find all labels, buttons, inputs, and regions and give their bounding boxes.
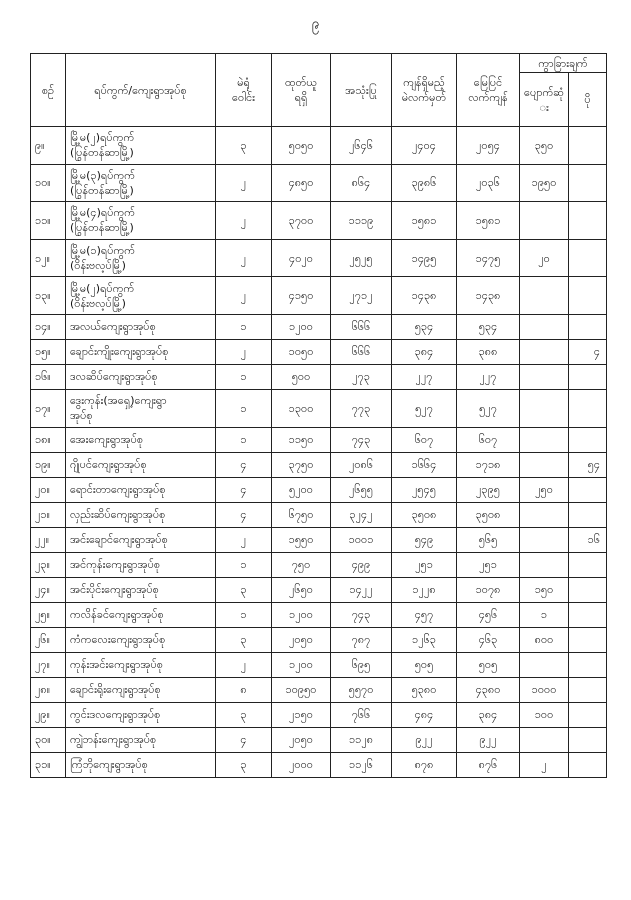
row-number: ၃၁။	[31, 752, 66, 777]
row-used: ၁၄၂၂	[331, 577, 392, 602]
row-missing	[520, 552, 569, 577]
table-row	[31, 452, 607, 477]
row-missing	[520, 339, 569, 364]
header-polling-stations: မဲရုံ ဝေါင်း	[216, 54, 272, 127]
row-used: ၁၁၁၉	[331, 202, 392, 240]
row-remaining: ၄၈၄	[392, 702, 457, 727]
row-polling-stations: ၈	[216, 677, 272, 702]
row-missing: ၂၀	[520, 239, 569, 277]
row-ground-balance: ၅၂၇	[457, 389, 520, 427]
table-header	[31, 54, 607, 127]
row-name: အင်းပိုင်းကျေးရွာအုပ်စု	[66, 577, 216, 602]
row-extra	[569, 702, 607, 727]
row-remaining: ၅၃၄	[392, 314, 457, 339]
row-missing: ၁၀၀	[520, 702, 569, 727]
header-difference: ကွာခြားချက်	[520, 54, 607, 73]
row-extra	[569, 164, 607, 202]
table-row	[31, 702, 607, 727]
row-polling-stations: ၁	[216, 552, 272, 577]
row-remaining: ၅၃၈၀	[392, 677, 457, 702]
table-row	[31, 339, 607, 364]
row-missing	[520, 527, 569, 552]
header-used: အသုံးပြု	[331, 54, 392, 127]
row-used: ၇၈၇	[331, 627, 392, 652]
row-extra: ၅၄	[569, 452, 607, 477]
row-polling-stations: ၂	[216, 202, 272, 240]
row-received: ၁၀၅၀	[272, 339, 331, 364]
row-used: ၆၉၅	[331, 652, 392, 677]
row-number: ၁၂။	[31, 239, 66, 277]
row-extra	[569, 239, 607, 277]
row-missing	[520, 277, 569, 315]
row-missing: ၃၅၀	[520, 127, 569, 165]
row-remaining: ၃၅၀၈	[392, 502, 457, 527]
row-received: ၅၂၀၀	[272, 477, 331, 502]
row-number: ၂၆။	[31, 627, 66, 652]
row-ground-balance: ၁၄၇၅	[457, 239, 520, 277]
row-received: ၂၀၅၀	[272, 627, 331, 652]
row-received: ၇၅၀	[272, 552, 331, 577]
row-polling-stations: ၁	[216, 364, 272, 389]
row-ground-balance: ၁၅၈၁	[457, 202, 520, 240]
row-used: ၃၂၄၂	[331, 502, 392, 527]
row-used: ၆၆၆	[331, 314, 392, 339]
row-used: ၄၉၉	[331, 552, 392, 577]
row-number: ၂၈။	[31, 677, 66, 702]
row-ground-balance: ၁၇၁၈	[457, 452, 520, 477]
row-number: ၂၉။	[31, 702, 66, 727]
row-received: ၂၆၅၀	[272, 577, 331, 602]
row-received: ၁၀၉၅၀	[272, 677, 331, 702]
table-row	[31, 427, 607, 452]
row-used: ၂၇၁၂	[331, 277, 392, 315]
table-row	[31, 577, 607, 602]
row-missing	[520, 202, 569, 240]
header-received: ထုတ်ယူ ရရှိ	[272, 54, 331, 127]
row-missing	[520, 452, 569, 477]
row-name: အလယ်ကျေးရွာအုပ်စု	[66, 314, 216, 339]
row-remaining: ၁၂၆၃	[392, 627, 457, 652]
row-remaining: ၂၄၀၄	[392, 127, 457, 165]
row-missing	[520, 389, 569, 427]
row-ground-balance: ၅၆၅	[457, 527, 520, 552]
row-remaining: ၃၉၈၆	[392, 164, 457, 202]
header-ground-balance: မြေပြင် လက်ကျန်	[457, 54, 520, 127]
row-missing: ၁၅၀	[520, 577, 569, 602]
row-name: အင်းချောင်ကျေးရွာအုပ်စု	[66, 527, 216, 552]
row-extra	[569, 427, 607, 452]
row-name: အင်ကုန်းကျေးရွာအုပ်စု	[66, 552, 216, 577]
row-received: ၁၂၀၀	[272, 314, 331, 339]
row-extra	[569, 652, 607, 677]
row-ground-balance: ၁၄၃၈	[457, 277, 520, 315]
header-difference-extra: ပို	[569, 73, 607, 127]
row-remaining: ၉၂၂	[392, 727, 457, 752]
row-number: ၁၃။	[31, 277, 66, 315]
row-number: ၁၇။	[31, 389, 66, 427]
row-missing: ၂၅၀	[520, 477, 569, 502]
ballot-table	[30, 53, 607, 778]
row-number: ၁၅။	[31, 339, 66, 364]
row-received: ၁၂၀၀	[272, 602, 331, 627]
row-used: ၇၇၃	[331, 389, 392, 427]
row-ground-balance: ၃၅၀၈	[457, 502, 520, 527]
row-number: ၉။	[31, 127, 66, 165]
row-received: ၁၅၅၀	[272, 527, 331, 552]
row-used: ၂၇၃	[331, 364, 392, 389]
row-polling-stations: ၄	[216, 727, 272, 752]
row-missing: ၁၉၅၀	[520, 164, 569, 202]
row-polling-stations: ၂	[216, 239, 272, 277]
row-extra	[569, 364, 607, 389]
table-row	[31, 164, 607, 202]
row-missing	[520, 727, 569, 752]
row-extra: ၁၆	[569, 527, 607, 552]
row-name: မြို့မ(၃)ရပ်ကွက် (ပြွန်တန်ဆာမြို့)	[66, 164, 216, 202]
row-missing: ၂	[520, 752, 569, 777]
row-ground-balance: ၄၃၈၀	[457, 677, 520, 702]
row-ground-balance: ၉၂၂	[457, 727, 520, 752]
row-polling-stations: ၁	[216, 314, 272, 339]
row-polling-stations: ၃	[216, 627, 272, 652]
row-ground-balance: ၈၇၆	[457, 752, 520, 777]
row-remaining: ၃၈၄	[392, 339, 457, 364]
row-number: ၁၀။	[31, 164, 66, 202]
row-ground-balance: ၂၃၉၅	[457, 477, 520, 502]
table-row	[31, 602, 607, 627]
table-body	[31, 127, 607, 778]
row-used: ၈၆၄	[331, 164, 392, 202]
row-received: ၁၁၅၀	[272, 427, 331, 452]
header-name: ရပ်ကွက်/ကျေးရွာအုပ်စု	[66, 54, 216, 127]
table-row	[31, 239, 607, 277]
row-missing	[520, 314, 569, 339]
row-remaining: ၁၂၂၈	[392, 577, 457, 602]
row-extra	[569, 277, 607, 315]
row-number: ၃၀။	[31, 727, 66, 752]
row-number: ၁၁။	[31, 202, 66, 240]
row-received: ၃၇၀၀	[272, 202, 331, 240]
row-remaining: ၄၅၇	[392, 602, 457, 627]
row-received: ၆၇၅၀	[272, 502, 331, 527]
row-ground-balance: ၄၅၆	[457, 602, 520, 627]
row-extra	[569, 552, 607, 577]
row-extra	[569, 314, 607, 339]
row-used: ၇၆၆	[331, 702, 392, 727]
row-polling-stations: ၃	[216, 702, 272, 727]
row-name: မြို့မ(၁)ရပ်ကွက် (ဝိန်းဗလ့ပ်မြို့)	[66, 239, 216, 277]
row-ground-balance: ၂၀၃၆	[457, 164, 520, 202]
row-remaining: ၂၂၇	[392, 364, 457, 389]
row-received: ၂၀၀၀	[272, 752, 331, 777]
row-extra	[569, 627, 607, 652]
row-received: ၁၃၀၀	[272, 389, 331, 427]
row-extra	[569, 727, 607, 752]
row-ground-balance: ၂၂၇	[457, 364, 520, 389]
row-number: ၂၃။	[31, 552, 66, 577]
row-polling-stations: ၁	[216, 389, 272, 427]
row-polling-stations: ၃	[216, 752, 272, 777]
table-row	[31, 552, 607, 577]
row-name: ကွင်းဒလကျေးရွာအုပ်စု	[66, 702, 216, 727]
row-used: ၂၆၅၅	[331, 477, 392, 502]
table-row	[31, 389, 607, 427]
table-row	[31, 652, 607, 677]
row-extra	[569, 752, 607, 777]
row-used: ၂၀၈၆	[331, 452, 392, 477]
header-difference-missing: ပျောက်ဆုံ း	[520, 73, 569, 127]
header-remaining: ကျန်ရှိမည့် မဲလက်မှတ်	[392, 54, 457, 127]
row-name: မြို့မ(၄)ရပ်ကွက် (ပြွန်တန်ဆာမြို့)	[66, 202, 216, 240]
row-name: လှည်းဆိပ်ကျေးရွာအုပ်စု	[66, 502, 216, 527]
row-polling-stations: ၂	[216, 339, 272, 364]
row-name: ဒွေးကုန်း(အရှေ့)ကျေးရွာ အုပ်စု	[66, 389, 216, 427]
row-name: ချောင်းရိုးကျေးရွာအုပ်စု	[66, 677, 216, 702]
row-polling-stations: ၄	[216, 477, 272, 502]
table-row	[31, 477, 607, 502]
row-ground-balance: ၄၆၃	[457, 627, 520, 652]
row-name: ကံကလေးကျေးရွာအုပ်စု	[66, 627, 216, 652]
row-name: ရောင်းတာကျေးရွာအုပ်စု	[66, 477, 216, 502]
row-ground-balance: ၅၀၅	[457, 652, 520, 677]
row-remaining: ၆၀၇	[392, 427, 457, 452]
row-ground-balance: ၂၀၅၄	[457, 127, 520, 165]
row-ground-balance: ၆၀၇	[457, 427, 520, 452]
row-remaining: ၁၆၆၄	[392, 452, 457, 477]
table-row	[31, 727, 607, 752]
row-number: ၂၅။	[31, 602, 66, 627]
row-polling-stations: ၂	[216, 277, 272, 315]
page-number: ၉	[311, 16, 320, 32]
row-received: ၅၀၅၀	[272, 127, 331, 165]
row-name: မြို့မ(၂)ရပ်ကွက် (ဝိန်းဗလ့ပ်မြို့)	[66, 277, 216, 315]
row-name: ကလိန်ခင်ကျေးရွာအုပ်စု	[66, 602, 216, 627]
row-missing: ၁	[520, 602, 569, 627]
row-remaining: ၅၀၅	[392, 652, 457, 677]
row-name: ဒလဆိပ်ကျေးရွာအုပ်စု	[66, 364, 216, 389]
row-extra	[569, 502, 607, 527]
row-used: ၁၁၂၆	[331, 752, 392, 777]
table-row	[31, 527, 607, 552]
row-remaining: ၂၅၄၅	[392, 477, 457, 502]
row-used: ၂၆၄၆	[331, 127, 392, 165]
row-number: ၁၆။	[31, 364, 66, 389]
row-polling-stations: ၃	[216, 127, 272, 165]
row-name: ချောင်းကျိုးကျေးရွာအုပ်စု	[66, 339, 216, 364]
row-number: ၂၁။	[31, 502, 66, 527]
table-row	[31, 202, 607, 240]
row-polling-stations: ၃	[216, 577, 272, 602]
table-row	[31, 364, 607, 389]
row-remaining: ၁၅၈၁	[392, 202, 457, 240]
row-used: ၅၅၇၀	[331, 677, 392, 702]
row-missing	[520, 427, 569, 452]
row-polling-stations: ၂	[216, 652, 272, 677]
row-number: ၂၂။	[31, 527, 66, 552]
table-row	[31, 127, 607, 165]
row-extra	[569, 389, 607, 427]
row-extra	[569, 577, 607, 602]
row-polling-stations: ၂	[216, 164, 272, 202]
table-row	[31, 627, 607, 652]
row-received: ၁၂၀၀	[272, 652, 331, 677]
table-row	[31, 314, 607, 339]
row-ground-balance: ၅၃၄	[457, 314, 520, 339]
row-missing: ၁၀၀၀	[520, 677, 569, 702]
row-number: ၂၀။	[31, 477, 66, 502]
row-extra	[569, 127, 607, 165]
row-extra	[569, 677, 607, 702]
row-extra	[569, 202, 607, 240]
row-received: ၃၇၅၀	[272, 452, 331, 477]
row-polling-stations: ၂	[216, 527, 272, 552]
row-name: ကုန်းအင်းကျေးရွာအုပ်စု	[66, 652, 216, 677]
row-ground-balance: ၃၈၈	[457, 339, 520, 364]
row-name: မြို့မ(၂)ရပ်ကွက် (ပြွန်တန်ဆာမြို့)	[66, 127, 216, 165]
row-name: ကျွဲဘန်းကျေးရွာအုပ်စု	[66, 727, 216, 752]
table-row	[31, 277, 607, 315]
row-number: ၂၄။	[31, 577, 66, 602]
row-number: ၁၉။	[31, 452, 66, 477]
row-name: အေးကျေးရွာအုပ်စု	[66, 427, 216, 452]
row-number: ၂၇။	[31, 652, 66, 677]
row-polling-stations: ၄	[216, 452, 272, 477]
row-received: ၅၀၀	[272, 364, 331, 389]
row-used: ၇၄၃	[331, 427, 392, 452]
table-row	[31, 752, 607, 777]
row-remaining: ၁၄၉၅	[392, 239, 457, 277]
row-missing	[520, 502, 569, 527]
row-received: ၄၈၅၀	[272, 164, 331, 202]
row-number: ၁၈။	[31, 427, 66, 452]
row-ground-balance: ၃၈၄	[457, 702, 520, 727]
row-number: ၁၄။	[31, 314, 66, 339]
row-received: ၂၁၅၀	[272, 702, 331, 727]
row-used: ၂၅၂၅	[331, 239, 392, 277]
row-missing: ၈၀၀	[520, 627, 569, 652]
row-received: ၂၀၅၀	[272, 727, 331, 752]
row-remaining: ၅၂၇	[392, 389, 457, 427]
row-remaining: ၅၄၉	[392, 527, 457, 552]
row-ground-balance: ၁၀၇၈	[457, 577, 520, 602]
table-row	[31, 677, 607, 702]
row-ground-balance: ၂၅၁	[457, 552, 520, 577]
row-name: ကြံဘိုကျေးရွာအုပ်စု	[66, 752, 216, 777]
row-extra	[569, 602, 607, 627]
row-extra	[569, 477, 607, 502]
row-polling-stations: ၁	[216, 427, 272, 452]
row-used: ၆၆၆	[331, 339, 392, 364]
row-used: ၇၄၃	[331, 602, 392, 627]
row-used: ၁၁၂၈	[331, 727, 392, 752]
row-received: ၄၁၅၀	[272, 277, 331, 315]
table-row	[31, 502, 607, 527]
row-remaining: ၁၄၃၈	[392, 277, 457, 315]
row-remaining: ၈၇၈	[392, 752, 457, 777]
row-remaining: ၂၅၁	[392, 552, 457, 577]
row-received: ၄၀၂၀	[272, 239, 331, 277]
header-no: စဉ်	[31, 54, 66, 127]
row-polling-stations: ၄	[216, 502, 272, 527]
row-missing	[520, 652, 569, 677]
row-missing	[520, 364, 569, 389]
row-extra: ၄	[569, 339, 607, 364]
row-used: ၁၀၀၁	[331, 527, 392, 552]
row-polling-stations: ၁	[216, 602, 272, 627]
row-name: ဂျိုပင်ကျေးရွာအုပ်စု	[66, 452, 216, 477]
